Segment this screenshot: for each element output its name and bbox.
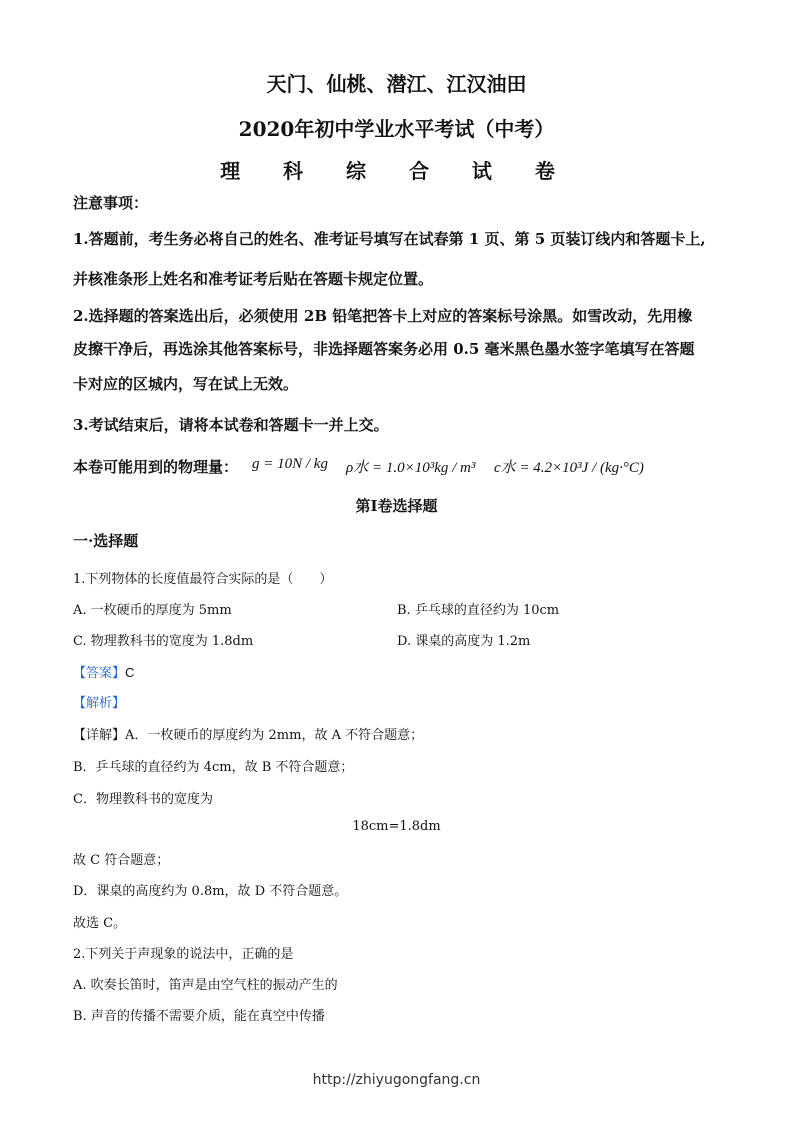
notice-item-1-line-1: 1.答题前，考生务必将自己的姓名、准考证号填写在试春第 1 页、第 5 页装订线内和答题卡上, <box>73 230 706 248</box>
question-1-option-b: B. 乒乓球的直径约为 10cm <box>397 603 560 618</box>
detail-line-5: D．课桌的高度约为 0.8m，故 D 不符合题意。 <box>73 884 348 899</box>
question-2-option-b: B. 声音的传播不需要介质，能在真空中传播 <box>73 1009 325 1024</box>
constant-water-specific-heat: c水 = 4.2×10³J / (kg·°C) <box>494 460 644 476</box>
exam-region-title: 天门、仙桃、潜江、江汉油田 <box>266 72 527 96</box>
question-1-option-d: D. 课桌的高度为 1.2m <box>397 634 531 649</box>
question-1-stem: 1.下列物体的长度值最符合实际的是（ ） <box>73 572 333 587</box>
question-2-stem: 2.下列关于声现象的说法中，正确的是 <box>73 947 294 962</box>
notice-item-2-line-3: 卡对应的区城内，写在试上无效。 <box>73 375 299 393</box>
constant-gravity: g = 10N / kg <box>252 456 328 472</box>
detail-line-4: 故 C 符合题意； <box>73 853 170 868</box>
detail-line-1: 【详解】A．一枚硬币的厚度约为 2mm，故 A 不符合题意； <box>73 728 424 743</box>
centered-equation: 18cm=1.8dm <box>352 819 441 834</box>
analysis-tag: 【解析】 <box>73 696 126 711</box>
constants-label: 本卷可能用到的物理量： <box>73 458 239 476</box>
answer-tag: 【答案】 <box>73 666 126 681</box>
question-1-option-c: C. 物理教科书的宽度为 1.8dm <box>73 634 254 649</box>
question-2-option-a: A. 吹奏长笛时，笛声是由空气柱的振动产生的 <box>73 978 338 993</box>
answer-value: C <box>125 665 135 680</box>
subject-title-text: 理 科 综 合 试 卷 <box>220 159 573 183</box>
detail-line-3: C．物理教科书的宽度为 <box>73 792 213 807</box>
exam-year-title: 2020年初中学业水平考试（中考） <box>238 117 555 141</box>
conclusion-line: 故选 C。 <box>73 916 127 931</box>
notice-item-1-line-2: 并核准条形上姓名和准考证考后贴在答题卡规定位置。 <box>73 270 434 288</box>
constant-water-density: ρ水 = 1.0×10³kg / m³ <box>346 460 476 476</box>
answer-row <box>73 662 134 681</box>
notice-item-2-line-2: 皮擦干净后，再选涂其他答案标号，非选择题答案务必用 0.5 毫米黑色墨水签字笔填写在答题 <box>73 340 695 358</box>
volume-title: 第Ⅰ卷选择题 <box>355 497 438 515</box>
detail-line-2: B．乒乓球的直径约为 4cm，故 B 不符合题意； <box>73 760 354 775</box>
notice-item-3: 3.考试结束后，请将本试卷和答题卡一并上交。 <box>73 416 389 434</box>
part-title: 一·选择题 <box>73 532 139 550</box>
notice-item-2-line-1: 2.选择题的答案选出后，必须使用 2B 铅笔把答卡上对应的答案标号涂黑。如雪改动，先用橡 <box>73 307 693 325</box>
footer-url[interactable]: http://zhiyugongfang.cn <box>312 1072 481 1088</box>
notice-heading: 注意事项： <box>73 194 149 212</box>
exam-subject-title <box>0 155 793 184</box>
question-1-option-a: A. 一枚硬币的厚度为 5mm <box>73 603 232 618</box>
